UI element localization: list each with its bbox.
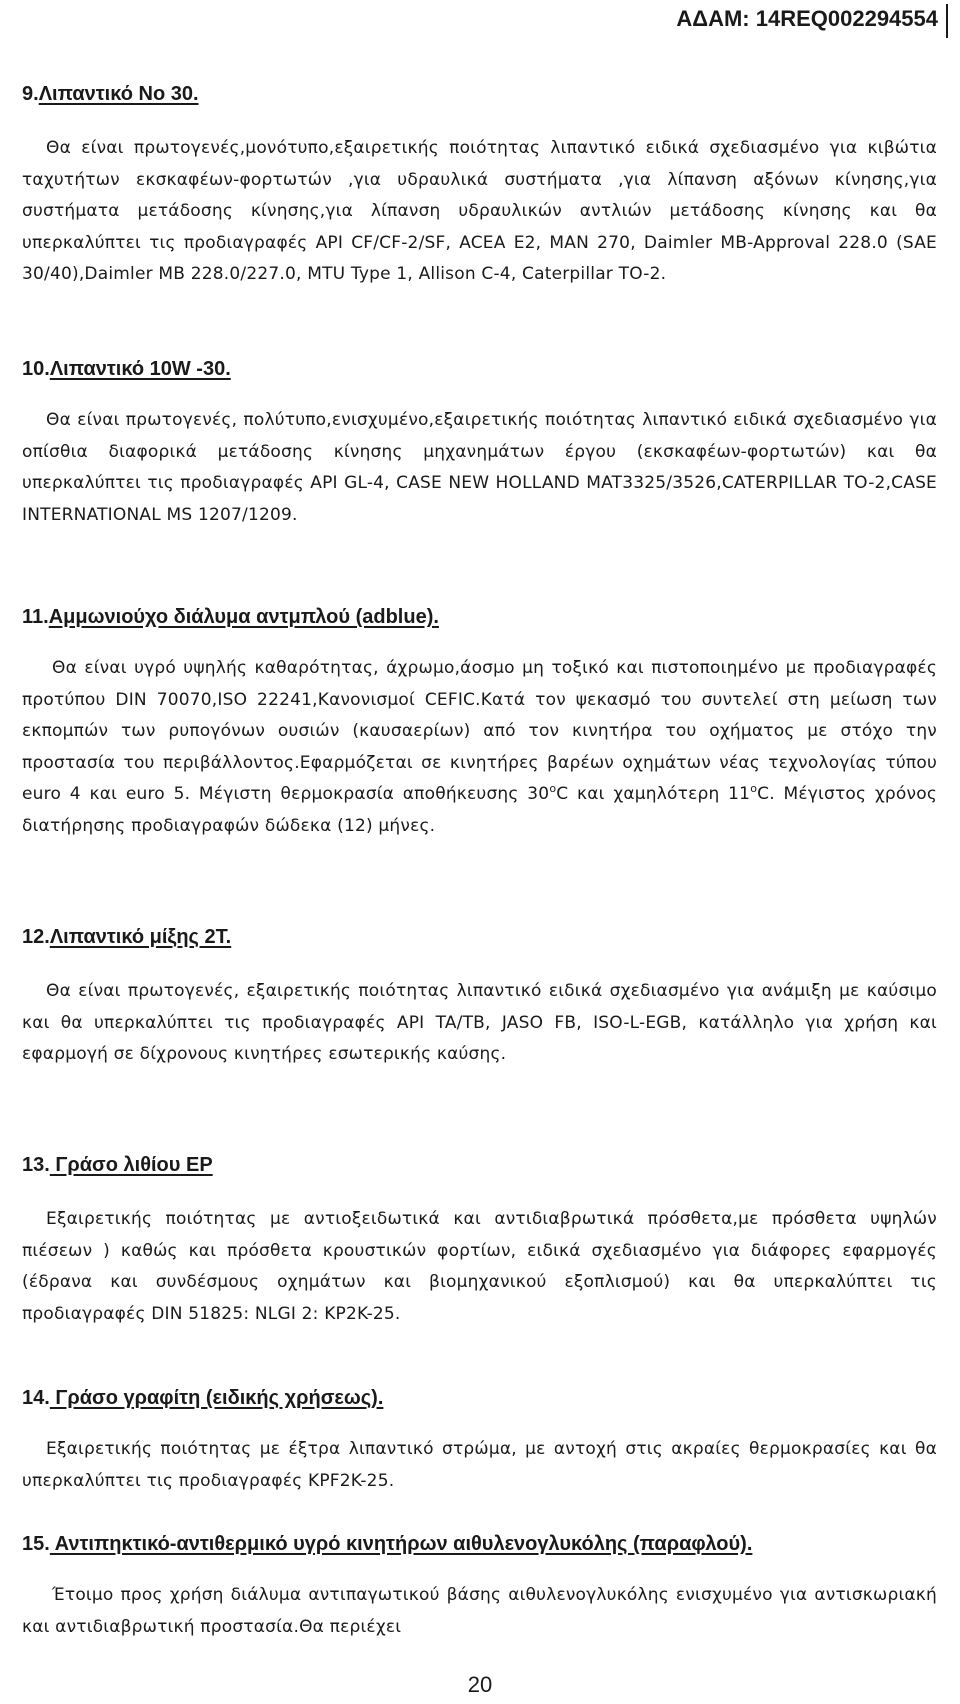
section-text: Εξαιρετικής ποιότητας με έξτρα λιπαντικό στρώμα, με αντοχή στις ακραίες θερμοκρασίες και θα υπερκαλύπτει τις προδιαγραφές KPF2K-25. — [22, 1439, 937, 1491]
margin-bar — [946, 4, 948, 38]
section-10 — [22, 355, 937, 531]
section-number: 14. — [22, 1387, 50, 1409]
section-heading — [22, 80, 937, 108]
section-number: 11. — [22, 606, 49, 628]
section-text: Θα είναι πρωτογενές, πολύτυπο,ενισχυμένο,εξαιρετικής ποιότητας λιπαντικό ειδικά σχεδιασμένο για οπίσθια διαφορικά μετάδοσης κίνησης μηχανημάτων έργου (εκσκαφέων-φορτωτών) και θα υπερκαλύπτει τις προδιαγραφές API GL-4, CASE NEW HOLLAND MAT3325/3526,CATERPILLAR TO-2,CASE INTERNATIONAL MS 1207/1209. — [22, 410, 937, 525]
section-title: Αντιπηκτικό-αντιθερμικό υγρό κινητήρων αιθυλενογλυκόλης (παραφλού). — [49, 1533, 753, 1555]
section-title: Λιπαντικό 10W -30. — [49, 358, 231, 380]
section-text: Εξαιρετικής ποιότητας με αντιοξειδωτικά και αντιδιαβρωτικά πρόσθετα,με πρόσθετα υψηλών πιέσεων ) καθώς και πρόσθετα κρουστικών φορτίων, ειδικά σχεδιασμένο για διάφορες εφαρμογές (έδρανα και συνδέσμους οχημάτων και βιομηχανικού εξοπλισμού) και θα υπερκαλύπτει τις προδιαγραφές DIN 51825: NLGI 2: KP2K-25. — [22, 1209, 937, 1324]
section-title: Λιπαντικό Νο 30. — [38, 83, 199, 105]
ada-code: ΑΔΑΜ: 14REQ002294554 — [676, 6, 938, 31]
section-title: Γράσο λιθίου EP — [49, 1154, 213, 1176]
section-heading — [22, 923, 937, 951]
section-number: 10. — [22, 358, 50, 380]
section-title: Αμμωνιούχο διάλυμα αντμπλού (adblue). — [48, 606, 439, 628]
section-text: Θα είναι πρωτογενές, εξαιρετικής ποιότητας λιπαντικό ειδικά σχεδιασμένο για ανάμιξη με καύσιμο και θα υπερκαλύπτει τις προδιαγραφές API TA/TB, JASO FB, ISO-L-EGB, κατάλληλο για χρήση και εφαρμογή σε δίχρονους κινητήρες εσωτερικής καύσης. — [22, 981, 937, 1064]
degree-sup: o — [750, 782, 758, 795]
text-part: Θα είναι υγρό υψηλής καθαρότητας, άχρωμο,άοσμο μη τοξικό και πιστοποιημένο με προδιαγραφές προτύπου DIN 70070,ISO 22241,Κανονισμοί CEFIC.Κατά τον ψεκασμό του συντελεί στη μείωση των εκπομπών των ρυπογόνων ουσιών (καυσαερίων) από τον κινητήρα του οχήματος με στόχο την προστασία του περιβάλλοντος.Εφαρμόζεται σε κινητήρες βαρέων οχημάτων νέας τεχνολογίας τύπου euro 4 και euro 5. Μέγιστη θερμοκρασία αποθήκευσης 30 — [22, 658, 937, 804]
text-part: C και χαμηλότερη 11 — [556, 784, 751, 804]
section-heading — [22, 1151, 937, 1179]
section-number: 9. — [22, 83, 39, 105]
section-title: Γράσο γραφίτη (ειδικής χρήσεως). — [49, 1387, 384, 1409]
section-number: 15. — [22, 1533, 50, 1555]
section-15 — [22, 1530, 937, 1643]
section-14 — [22, 1384, 937, 1497]
section-heading — [22, 1384, 937, 1412]
section-text: Έτοιμο προς χρήση διάλυμα αντιπαγωτικού βάσης αιθυλενογλυκόλης ενισχυμένο για αντισκωριακή και αντιδιαβρωτική προστασία.Θα περιέχει — [22, 1585, 937, 1637]
section-title: Λιπαντικό μίξης 2Τ. — [49, 926, 232, 948]
section-12 — [22, 923, 937, 1071]
degree-sup: o — [549, 782, 557, 795]
section-text: Θα είναι πρωτογενές,μονότυπο,εξαιρετικής ποιότητας λιπαντικό ειδικά σχεδιασμένο για κιβώτια ταχυτήτων εκσκαφέων-φορτωτών ,για υδραυλικά συστήματα ,για λίπανση αξόνων κίνησης,για συστήματα μετάδοσης κίνησης,για λίπανση υδραυλικών αντλιών μετάδοσης κίνησης και θα υπερκαλύπτει τις προδιαγραφές API CF/CF-2/SF, ACEA E2, MAN 270, Daimler MB-Approval 228.0 (SAE 30/40),Daimler MB 228.0/227.0, MTU Type 1, Allison C-4, Caterpillar TO-2. — [22, 138, 937, 284]
section-13 — [22, 1151, 937, 1330]
section-number: 13. — [22, 1154, 50, 1176]
text-part: C. Μέγιστος χρόνος διατήρησης προδιαγραφών δώδεκα (12) μήνες. — [22, 784, 937, 836]
section-number: 12. — [22, 926, 50, 948]
section-heading — [22, 1530, 937, 1558]
page-number: 20 — [467, 1672, 493, 1697]
section-heading — [22, 355, 937, 383]
section-9 — [22, 80, 937, 291]
section-11 — [22, 603, 937, 842]
section-text — [22, 653, 937, 842]
section-heading — [22, 603, 937, 631]
